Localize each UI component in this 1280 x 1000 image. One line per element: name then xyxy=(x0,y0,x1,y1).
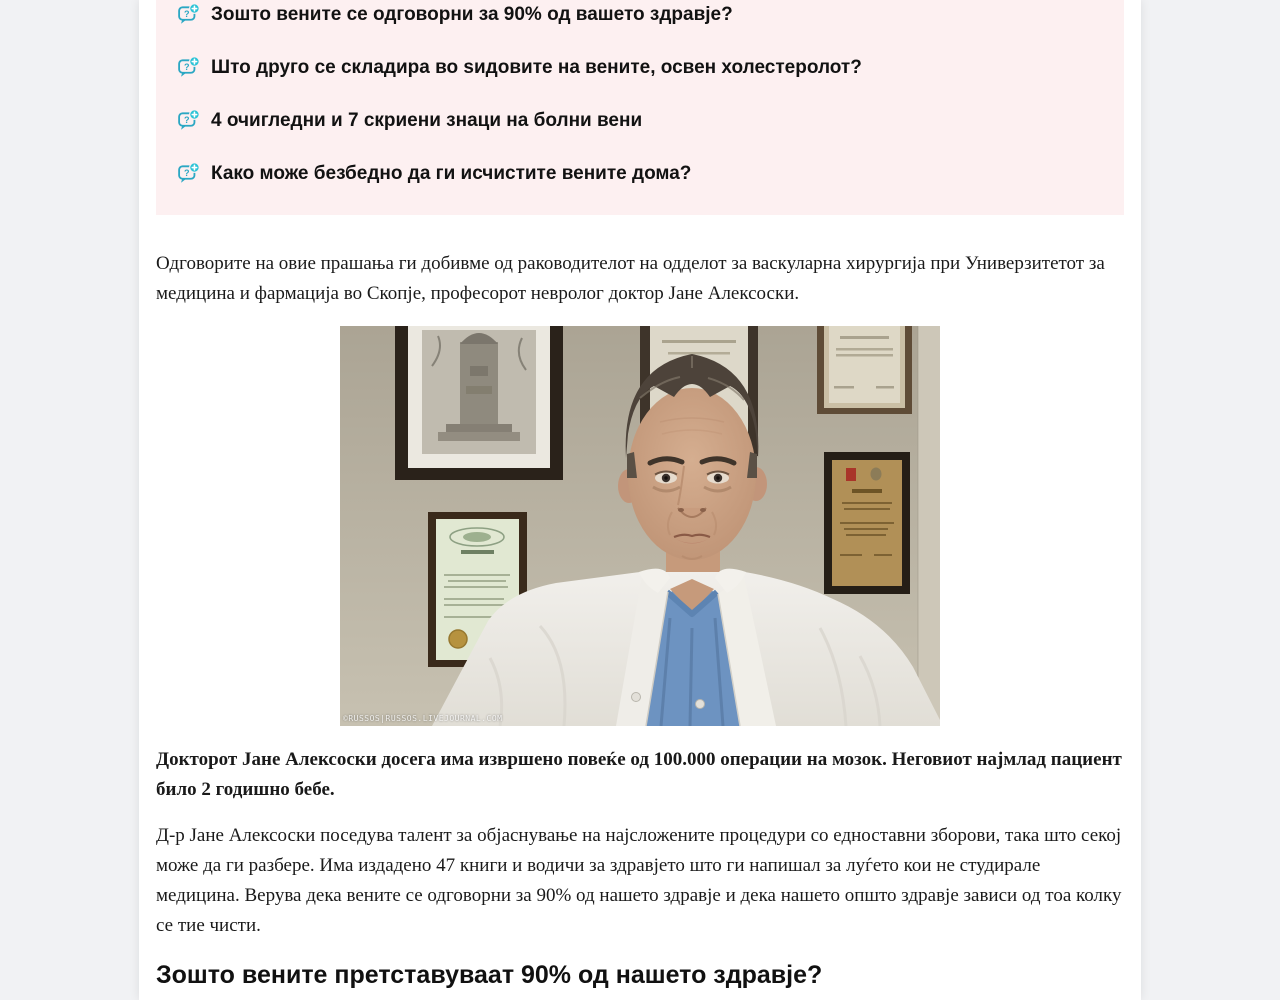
section-heading: Зошто вените претставуваат 90% од нашето здравје? xyxy=(156,961,823,989)
questions-highlight-box xyxy=(156,0,1124,215)
toc-item xyxy=(177,3,1100,26)
chat-question-plus-icon xyxy=(177,109,200,132)
chat-question-plus-icon xyxy=(177,56,200,79)
toc-item-label: Како може безбедно да ги исчистите вените дома? xyxy=(211,162,692,184)
chat-question-plus-icon xyxy=(177,162,200,185)
svg-text:?: ? xyxy=(183,8,190,19)
intro-paragraph: Одговорите на овие прашања ги добивме од раководителот на одделот за васкуларна хирургија при Универзитетот за медицина и фармација во Скопје, професорот невролог доктор Јане Алексоски. xyxy=(156,253,1105,304)
framed-diploma-right xyxy=(824,452,910,594)
body-paragraph: Д-р Јане Алексоски поседува талент за објаснување на најсложените процедури со едноставни зборови, така што секој може да ги разбере. Има издадено 47 книги и водичи за здравјето што ги напишал за луѓето кои не студирале медицина. Верува дека вените се одговорни за 90% од нашето здравје и дека нашето општо здравје зависи од тоа колку се тие чисти. xyxy=(156,825,1122,936)
toc-item-label: Што друго се складира во ѕидовите на вените, освен холестеролот? xyxy=(211,56,862,78)
lead-bold-paragraph: Докторот Јане Алексоски досега има извршено повеќе од 100.000 операции на мозок. Неговиот најмлад пациент било 2 годишно бебе. xyxy=(156,749,1122,800)
chat-question-plus-icon xyxy=(177,3,200,26)
svg-text:?: ? xyxy=(183,61,190,72)
svg-text:?: ? xyxy=(183,167,190,178)
toc-item xyxy=(177,162,1100,185)
toc-item-label: 4 очигледни и 7 скриени знаци на болни вени xyxy=(211,109,643,131)
doctor-portrait-illustration xyxy=(340,326,940,726)
toc-item-label: Зошто вените се одговорни за 90% од вашето здравје? xyxy=(211,3,733,25)
article-content-column xyxy=(139,0,1141,1000)
photo-watermark: ©RUSSOS|RUSSOS.LIVEJOURNAL.COM xyxy=(343,714,503,723)
toc-item xyxy=(177,56,1100,79)
toc-item xyxy=(177,109,1100,132)
svg-text:?: ? xyxy=(183,114,190,125)
framed-certificate-top-right xyxy=(817,326,912,414)
doctor-portrait-photo xyxy=(340,326,940,726)
framed-etching xyxy=(395,326,563,480)
